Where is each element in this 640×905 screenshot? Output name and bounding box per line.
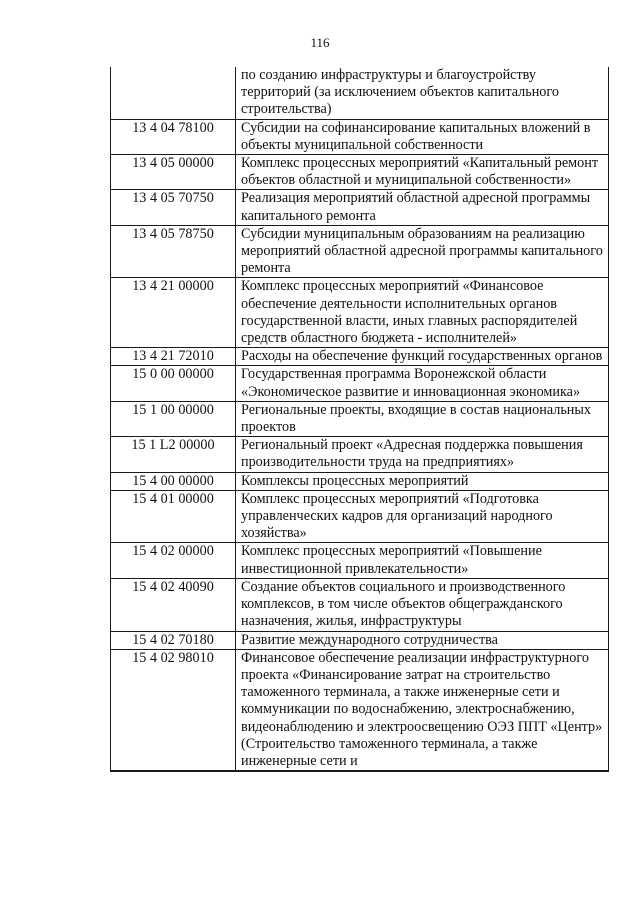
description-cell: Субсидии муниципальным образованиям на реализацию мероприятий областной адресной программы капитального ремонта xyxy=(236,225,609,278)
code-cell: 15 1 L2 00000 xyxy=(111,437,236,472)
table-row xyxy=(111,578,609,631)
table-row xyxy=(111,278,609,348)
table-row xyxy=(111,631,609,649)
table-row xyxy=(111,543,609,578)
description-cell: Комплекс процессных мероприятий «Повышение инвестиционной привлекательности» xyxy=(236,543,609,578)
description-cell: Субсидии на софинансирование капитальных вложений в объекты муниципальной собственности xyxy=(236,119,609,154)
description-cell: Государственная программа Воронежской области «Экономическое развитие и инновационная экономика» xyxy=(236,366,609,401)
description-cell: Региональные проекты, входящие в состав национальных проектов xyxy=(236,401,609,436)
description-cell: Комплекс процессных мероприятий «Финансовое обеспечение деятельности исполнительных органов государственной власти, иных главных распорядителей средств областного бюджета - исполнителей» xyxy=(236,278,609,348)
description-cell: Комплексы процессных мероприятий xyxy=(236,472,609,490)
code-cell: 13 4 05 78750 xyxy=(111,225,236,278)
description-cell: Создание объектов социального и производственного комплексов, в том числе объектов общегражданского назначения, жилья, инфраструктуры xyxy=(236,578,609,631)
code-cell: 15 4 01 00000 xyxy=(111,490,236,543)
table-row xyxy=(111,401,609,436)
code-cell xyxy=(111,67,236,119)
code-cell: 15 4 02 00000 xyxy=(111,543,236,578)
table-row xyxy=(111,225,609,278)
page-number: 116 xyxy=(310,35,330,50)
description-cell: Комплекс процессных мероприятий «Капитальный ремонт объектов областной и муниципальной собственности» xyxy=(236,155,609,190)
description-cell: Комплекс процессных мероприятий «Подготовка управленческих кадров для организаций народного хозяйства» xyxy=(236,490,609,543)
description-cell: Финансовое обеспечение реализации инфраструктурного проекта «Финансирование затрат на строительство таможенного терминала, а также инженерные сети и коммуникации по водоснабжению, электроснабжению, видеонаблюдению и электроосвещению ОЭЗ ППТ «Центр» (Строительство таможенного терминала, а также инженерные сети и xyxy=(236,649,609,771)
table-row xyxy=(111,490,609,543)
code-cell: 13 4 05 00000 xyxy=(111,155,236,190)
description-cell: Региональный проект «Адресная поддержка повышения производительности труда на предприятиях» xyxy=(236,437,609,472)
budget-code-table xyxy=(110,67,609,772)
code-cell: 15 1 00 00000 xyxy=(111,401,236,436)
description-cell: по созданию инфраструктуры и благоустройству территорий (за исключением объектов капитального строительства) xyxy=(236,67,609,119)
description-cell: Реализация мероприятий областной адресной программы капитального ремонта xyxy=(236,190,609,225)
code-cell: 13 4 05 70750 xyxy=(111,190,236,225)
code-cell: 13 4 21 00000 xyxy=(111,278,236,348)
table-row xyxy=(111,190,609,225)
table-row xyxy=(111,366,609,401)
description-cell: Расходы на обеспечение функций государственных органов xyxy=(236,348,609,366)
table-row xyxy=(111,119,609,154)
code-cell: 15 4 02 98010 xyxy=(111,649,236,771)
code-cell: 15 0 00 00000 xyxy=(111,366,236,401)
description-cell: Развитие международного сотрудничества xyxy=(236,631,609,649)
table-row xyxy=(111,155,609,190)
code-cell: 13 4 21 72010 xyxy=(111,348,236,366)
table-row xyxy=(111,649,609,771)
code-cell: 13 4 04 78100 xyxy=(111,119,236,154)
table-row xyxy=(111,348,609,366)
table-row xyxy=(111,67,609,119)
table-row xyxy=(111,472,609,490)
code-cell: 15 4 02 70180 xyxy=(111,631,236,649)
code-cell: 15 4 02 40090 xyxy=(111,578,236,631)
code-cell: 15 4 00 00000 xyxy=(111,472,236,490)
table-row xyxy=(111,437,609,472)
